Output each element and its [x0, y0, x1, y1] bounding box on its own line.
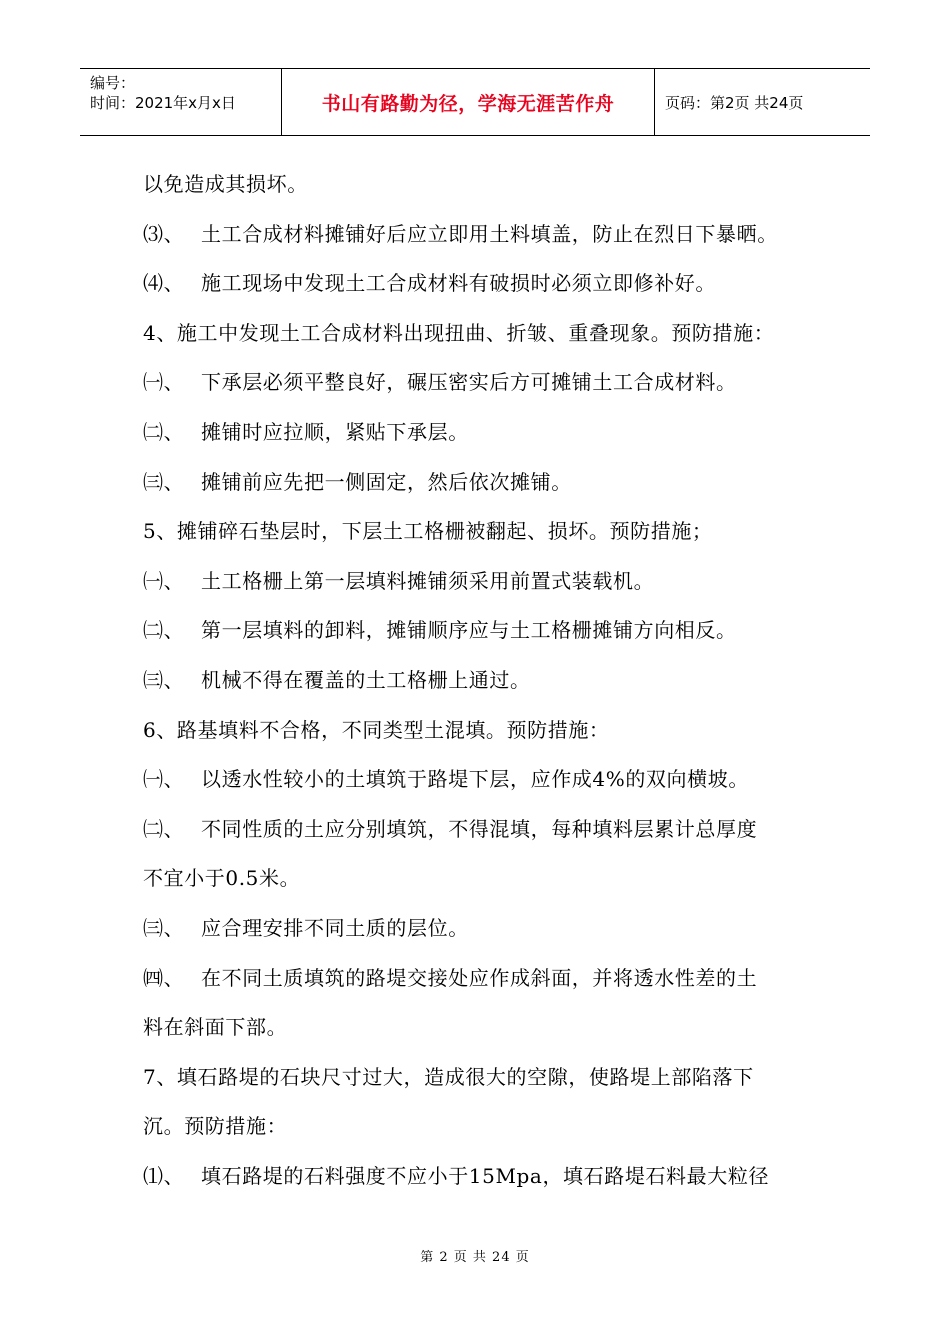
header-meta-cell [80, 69, 282, 135]
paragraph-line [143, 160, 813, 210]
paragraph-line [143, 358, 813, 408]
paragraph-line [143, 656, 813, 706]
paragraph-line [143, 805, 813, 855]
paragraph-line [143, 309, 813, 359]
paragraph-line [143, 458, 813, 508]
line-text: 土工合成材料摊铺好后应立即用土料填盖，防止在烈日下暴晒。 [201, 221, 778, 246]
paragraph-line [143, 557, 813, 607]
line-text: 以免造成其损坏。 [143, 172, 308, 196]
list-marker: ⑴、 [143, 1163, 185, 1188]
list-marker: ㈡、 [143, 419, 185, 444]
motto-text: 书山有路勤为径，学海无涯苦作舟 [321, 92, 615, 115]
line-text: 不宜小于0.5米。 [143, 866, 301, 891]
line-text: 土工格栅上第一层填料摊铺须采用前置式装载机。 [201, 568, 655, 593]
list-marker: ㈡、 [143, 618, 185, 643]
list-marker: ㈡、 [143, 816, 185, 841]
paragraph-line [143, 1003, 813, 1053]
paragraph-line [143, 507, 813, 557]
list-marker: ㈠、 [143, 370, 185, 395]
list-marker: ㈢、 [143, 915, 185, 940]
page-footer: 第 2 页 共 24 页 [420, 1250, 530, 1265]
line-text: 5、摊铺碎石垫层时，下层土工格栅被翻起、损坏。预防措施； [143, 519, 713, 544]
line-text: 以透水性较小的土填筑于路堤下层，应作成4%的双向横坡。 [201, 767, 749, 792]
paragraph-line [143, 1102, 813, 1152]
line-text: 机械不得在覆盖的土工格栅上通过。 [201, 667, 531, 692]
date-label: 时间：2021年x月x日 [90, 94, 236, 112]
line-text: 4、施工中发现土工合成材料出现扭曲、折皱、重叠现象。预防措施： [143, 320, 775, 345]
list-marker: ㈢、 [143, 469, 185, 494]
paragraph-line [143, 904, 813, 954]
paragraph-line [143, 210, 813, 260]
line-text: 摊铺前应先把一侧固定，然后依次摊铺。 [201, 469, 572, 494]
paragraph-line [143, 954, 813, 1004]
paragraph-line [143, 606, 813, 656]
paragraph-line [143, 1152, 813, 1202]
page-number-label: 页码：第2页 共24页 [665, 93, 804, 112]
line-text: 施工现场中发现土工合成材料有破损时必须立即修补好。 [201, 271, 716, 296]
list-marker: ⑷、 [143, 271, 185, 296]
line-text: 填石路堤的石料强度不应小于15Mpa，填石路堤石料最大粒径 [201, 1163, 770, 1188]
paragraph-line [143, 408, 813, 458]
document-body [143, 160, 813, 1201]
line-text: 料在斜面下部。 [143, 1015, 288, 1040]
serial-number-label: 编号： [90, 74, 136, 92]
line-text: 第一层填料的卸料，摊铺顺序应与土工格栅摊铺方向相反。 [201, 618, 737, 643]
paragraph-line [143, 706, 813, 756]
paragraph-line [143, 259, 813, 309]
header-motto-cell [282, 69, 655, 135]
line-text: 7、填石路堤的石块尺寸过大，造成很大的空隙，使路堤上部陷落下 [143, 1064, 754, 1089]
paragraph-line [143, 755, 813, 805]
line-text: 下承层必须平整良好，碾压密实后方可摊铺土工合成材料。 [201, 370, 737, 395]
list-marker: ㈣、 [143, 965, 185, 990]
line-text: 6、路基填料不合格，不同类型土混填。预防措施： [143, 717, 610, 742]
list-marker: ㈠、 [143, 568, 185, 593]
list-marker: ⑶、 [143, 221, 185, 246]
line-text: 应合理安排不同土质的层位。 [201, 915, 469, 940]
line-text: 摊铺时应拉顺，紧贴下承层。 [201, 419, 469, 444]
list-marker: ㈢、 [143, 667, 185, 692]
paragraph-line [143, 854, 813, 904]
list-marker: ㈠、 [143, 767, 185, 792]
line-text: 沉。预防措施： [143, 1114, 288, 1139]
paragraph-line [143, 1053, 813, 1103]
document-header [80, 68, 870, 136]
line-text: 在不同土质填筑的路堤交接处应作成斜面，并将透水性差的土 [201, 965, 758, 990]
line-text: 不同性质的土应分别填筑，不得混填，每种填料层累计总厚度 [201, 816, 758, 841]
header-page-cell [655, 69, 870, 135]
